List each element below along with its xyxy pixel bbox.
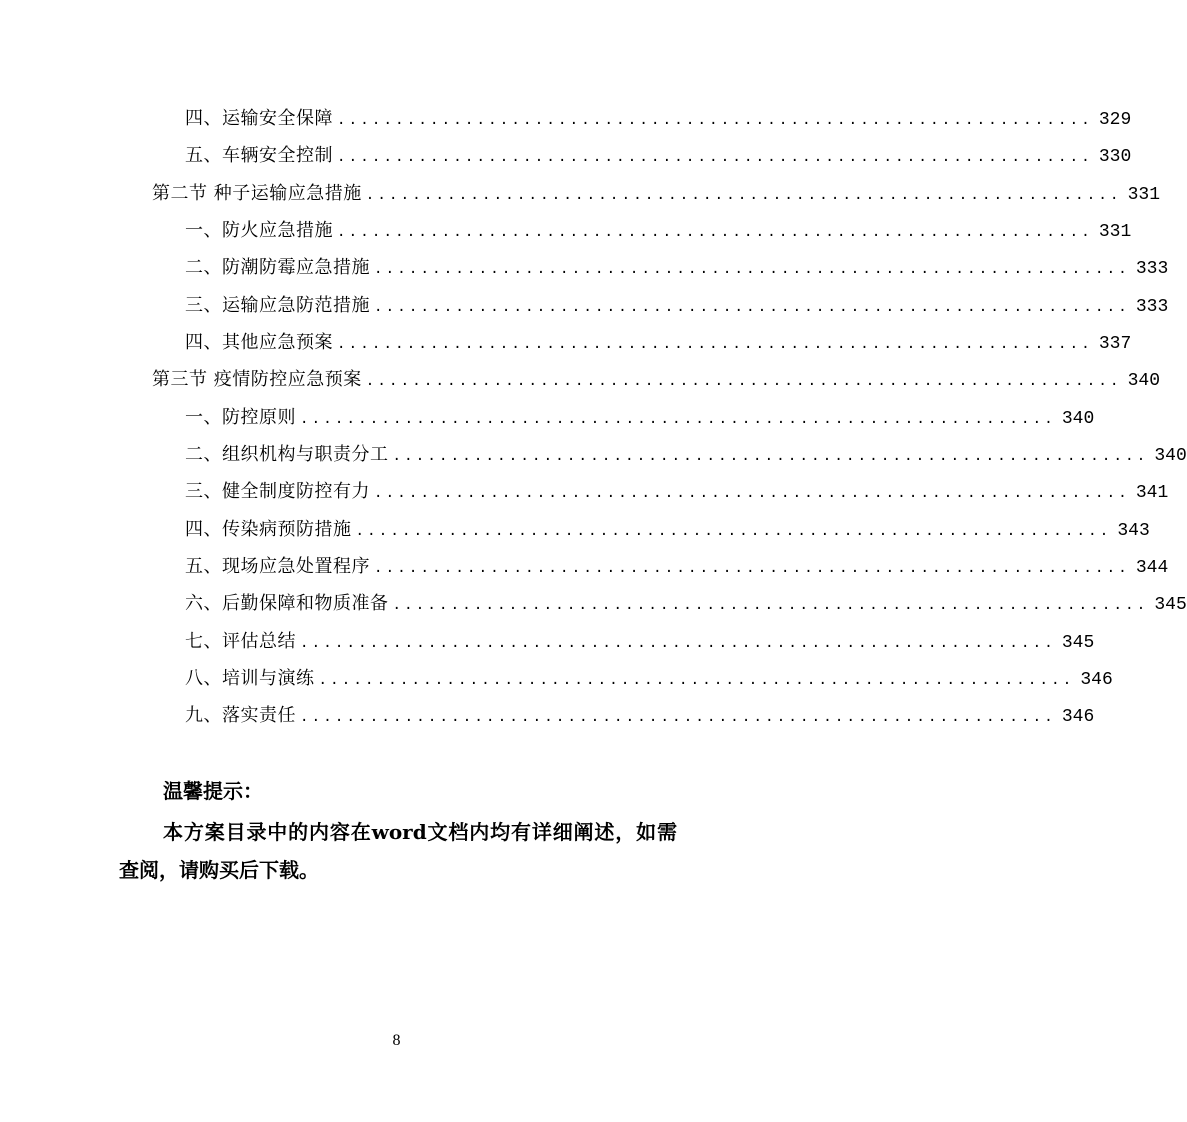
toc-entry-page: 345 — [1154, 595, 1187, 615]
toc-dot-leader: ................................................................. — [392, 448, 1149, 464]
toc-entry-page: 340 — [1127, 371, 1161, 391]
toc-entry-title: 四、运输安全保障 — [185, 108, 333, 129]
toc-entry-title: 四、传染病预防措施 — [185, 519, 352, 540]
toc-entry[interactable] — [185, 104, 1132, 134]
notice-body: 本方案目录中的内容在word文档内均有详细阐述，如需查阅，请购买后下载。 — [119, 820, 677, 882]
toc-entry-page: 346 — [1080, 670, 1113, 690]
toc-entry[interactable] — [185, 627, 1095, 657]
toc-entry[interactable] — [185, 440, 1187, 470]
toc-entry[interactable] — [185, 477, 1169, 507]
toc-dot-leader: ................................................................. — [374, 485, 1130, 501]
toc-entry-page: 340 — [1154, 446, 1187, 466]
toc-entry[interactable] — [185, 552, 1169, 582]
toc-dot-leader: ................................................................. — [355, 523, 1112, 539]
toc-entry-title: 一、防控原则 — [185, 407, 296, 428]
toc-entry-page: 331 — [1127, 185, 1161, 205]
toc-section-entry[interactable] — [152, 179, 1161, 209]
toc-entry-page: 341 — [1135, 483, 1169, 503]
toc-entry-title: 四、其他应急预案 — [185, 332, 333, 353]
toc-entry[interactable] — [185, 701, 1095, 731]
toc-entry-page: 329 — [1098, 110, 1132, 130]
toc-dot-leader: ................................................................. — [374, 261, 1130, 277]
toc-section-entry[interactable] — [152, 365, 1161, 395]
toc-entry[interactable] — [185, 515, 1150, 545]
toc-dot-leader: ................................................................. — [300, 411, 1056, 427]
toc-entry-title: 六、后勤保障和物质准备 — [185, 593, 389, 614]
toc-dot-leader: ................................................................. — [337, 112, 1093, 128]
toc-entry-page: 331 — [1098, 222, 1132, 242]
toc-dot-leader: ................................................................. — [300, 635, 1056, 651]
toc-dot-leader: ................................................................. — [337, 224, 1093, 240]
toc-dot-leader: ................................................................. — [365, 187, 1122, 203]
toc-entry-title: 第二节 种子运输应急措施 — [152, 183, 362, 204]
toc-entry[interactable] — [185, 141, 1132, 171]
toc-dot-leader: ................................................................. — [392, 597, 1149, 613]
toc-entry-page: 337 — [1098, 334, 1132, 354]
toc-entry-page: 333 — [1135, 259, 1169, 279]
toc-entry-title: 五、车辆安全控制 — [185, 145, 333, 166]
toc-entry-title: 七、评估总结 — [185, 631, 296, 652]
toc-dot-leader: ................................................................. — [318, 672, 1075, 688]
toc-entry-title: 五、现场应急处置程序 — [185, 556, 370, 577]
toc-dot-leader: ................................................................. — [374, 560, 1130, 576]
toc-entry-page: 343 — [1117, 521, 1150, 541]
toc-entry-title: 二、防潮防霉应急措施 — [185, 257, 370, 278]
toc-entry-page: 346 — [1061, 707, 1095, 727]
toc-entry-page: 340 — [1061, 409, 1095, 429]
toc-entry[interactable] — [185, 403, 1095, 433]
toc-entry-title: 第三节 疫情防控应急预案 — [152, 369, 362, 390]
toc-entry-title: 一、防火应急措施 — [185, 220, 333, 241]
toc-dot-leader: ................................................................. — [365, 373, 1122, 389]
toc-entry[interactable] — [185, 253, 1169, 283]
page-number: 8 — [392, 1032, 401, 1049]
toc-entry-title: 三、运输应急防范措施 — [185, 295, 370, 316]
toc-entry[interactable] — [185, 664, 1113, 694]
toc-entry-page: 330 — [1098, 147, 1132, 167]
toc-entry[interactable] — [185, 589, 1187, 619]
toc-entry-page: 333 — [1135, 297, 1169, 317]
toc-entry-title: 三、健全制度防控有力 — [185, 481, 370, 502]
toc-entry[interactable] — [185, 328, 1132, 358]
toc-entry-title: 九、落实责任 — [185, 705, 296, 726]
toc-dot-leader: ................................................................. — [300, 709, 1056, 725]
toc-entry-title: 八、培训与演练 — [185, 668, 315, 689]
toc-entry-page: 345 — [1061, 633, 1095, 653]
toc-entry-title: 二、组织机构与职责分工 — [185, 444, 389, 465]
notice-heading: 温馨提示： — [163, 779, 263, 803]
toc-dot-leader: ................................................................. — [374, 299, 1130, 315]
toc-dot-leader: ................................................................. — [337, 336, 1093, 352]
toc-entry[interactable] — [185, 216, 1132, 246]
toc-entry[interactable] — [185, 291, 1169, 321]
toc-entry-page: 344 — [1135, 558, 1169, 578]
toc-dot-leader: ................................................................. — [337, 149, 1093, 165]
